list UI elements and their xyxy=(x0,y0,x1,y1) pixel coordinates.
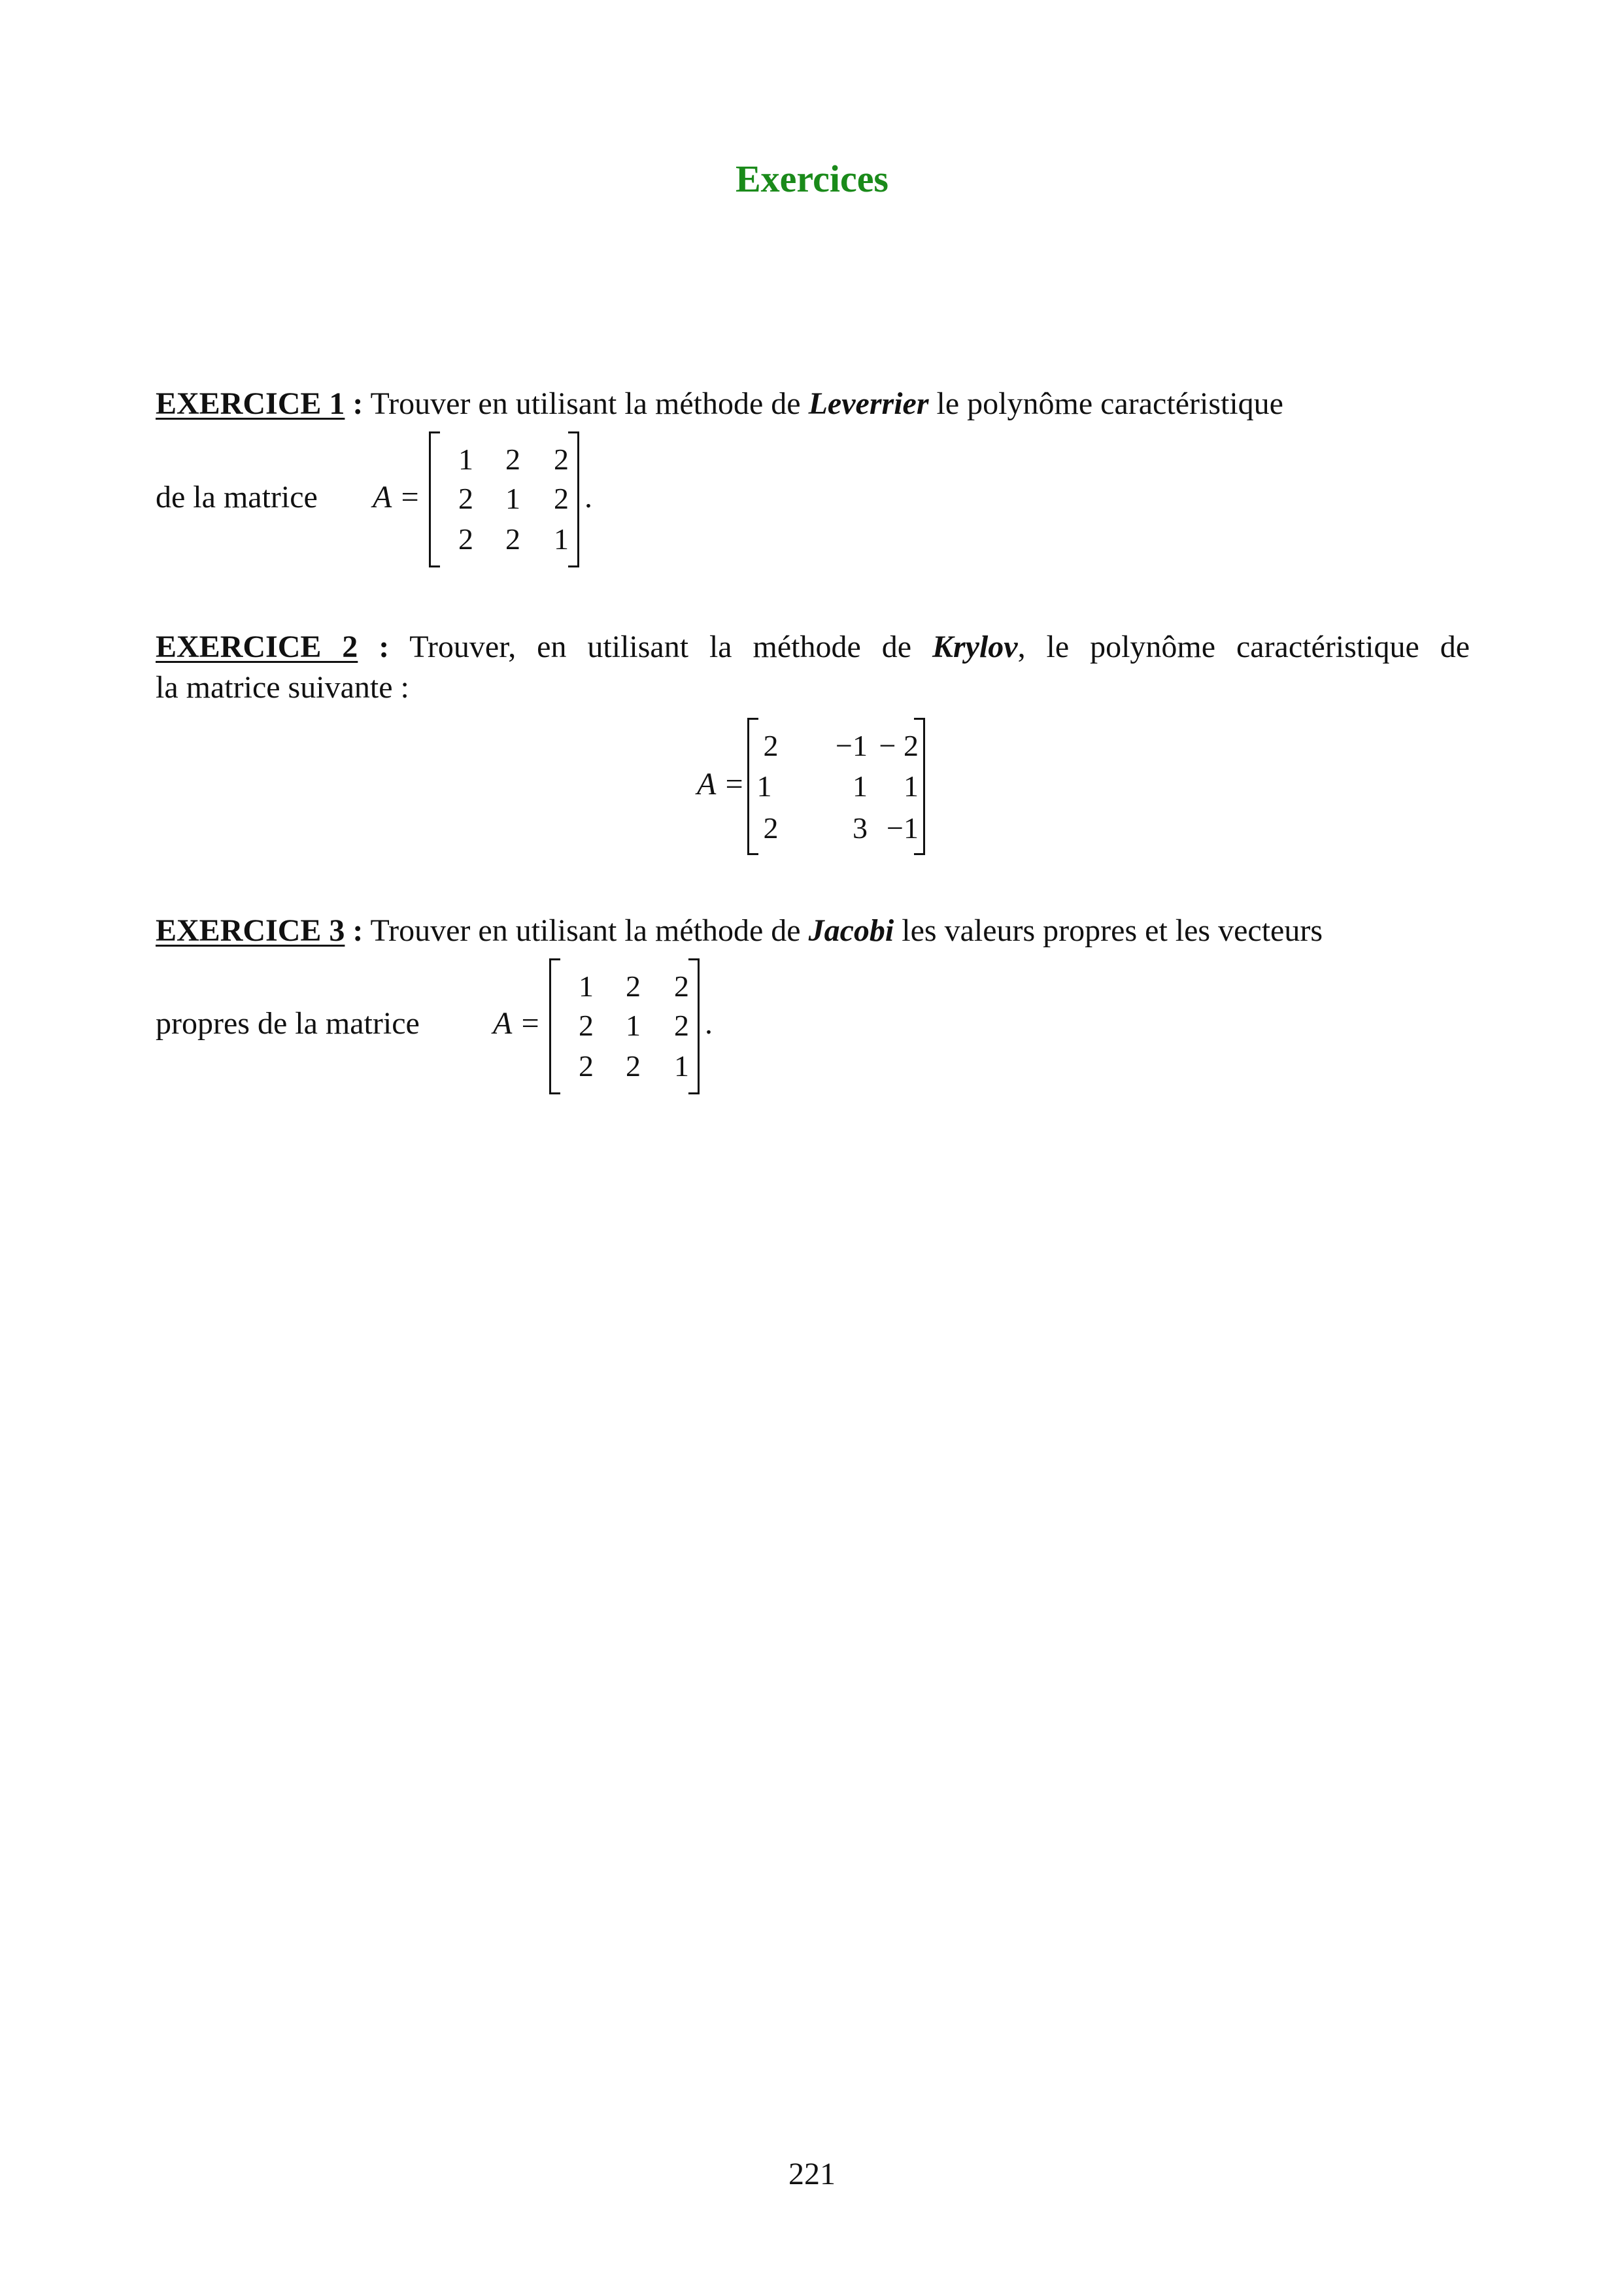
matrix-cell: 2 xyxy=(458,482,473,515)
exercise-3-line2: propres de la matrice xyxy=(156,1006,420,1041)
matrix-cell: 1 xyxy=(505,482,520,515)
matrix-cell: −1 xyxy=(887,811,919,845)
matrix-exercise-1 xyxy=(429,431,579,567)
matrix-cell: −1 xyxy=(836,729,868,762)
matrix-cell: 1 xyxy=(853,769,868,803)
matrix-left-bracket xyxy=(429,431,440,567)
method-name: Jacobi xyxy=(808,913,894,948)
matrix-lhs: A = xyxy=(373,480,420,514)
matrix-end-period: . xyxy=(584,480,592,514)
matrix-lhs: A = xyxy=(493,1006,541,1041)
exercise-1-statement: EXERCICE 1 : Trouver en utilisant la méthode de Leverrier le polynôme caractéristique xyxy=(156,386,1283,421)
exercise-2-label: EXERCICE 2 xyxy=(156,630,358,664)
exercise-2-statement: EXERCICE 2 : Trouver, en utilisant la méthode de Krylov, le polynôme caractéristique de xyxy=(156,630,1470,664)
matrix-lhs: A = xyxy=(697,767,745,801)
page-title: Exercices xyxy=(735,158,889,200)
matrix-cell: 2 xyxy=(579,1049,594,1083)
method-name: Krylov xyxy=(932,630,1018,664)
matrix-cell: 1 xyxy=(626,1009,641,1042)
matrix-cell: 2 xyxy=(579,1009,594,1042)
matrix-exercise-2 xyxy=(747,718,925,855)
page-number: 221 xyxy=(788,2157,836,2191)
matrix-cell: 2 xyxy=(626,1049,641,1083)
matrix-cell: 2 xyxy=(458,522,473,556)
matrix-cell: 3 xyxy=(853,811,868,845)
matrix-cell: 2 xyxy=(554,443,569,476)
exercise-3-statement: EXERCICE 3 : Trouver en utilisant la méthode de Jacobi les valeurs propres et les vecteurs xyxy=(156,913,1323,948)
exercise-1-line2: de la matrice xyxy=(156,480,318,514)
matrix-right-bracket xyxy=(688,958,700,1094)
matrix-cell: 2 xyxy=(505,522,520,556)
matrix-right-bracket xyxy=(568,431,579,567)
matrix-cell: 2 xyxy=(763,811,779,845)
matrix-cell: 2 xyxy=(554,482,569,515)
matrix-cell: 2 xyxy=(626,970,641,1003)
matrix-cell: 1 xyxy=(554,522,569,556)
matrix-cell: 1 xyxy=(904,769,919,803)
matrix-cell: 2 xyxy=(674,970,689,1003)
method-name: Leverrier xyxy=(808,386,929,421)
matrix-cell: 2 xyxy=(763,729,779,762)
matrix-cell: 2 xyxy=(505,443,520,476)
matrix-cell: 2 xyxy=(674,1009,689,1042)
matrix-left-bracket xyxy=(549,958,560,1094)
exercise-2-line2: la matrice suivante : xyxy=(156,670,409,705)
matrix-cell: 1 xyxy=(579,970,594,1003)
exercise-1-label: EXERCICE 1 xyxy=(156,386,345,421)
matrix-cell: 1 xyxy=(458,443,473,476)
matrix-end-period: . xyxy=(705,1006,713,1041)
matrix-cell: 1 xyxy=(674,1049,689,1083)
matrix-cell: − 2 xyxy=(879,729,919,762)
exercise-3-label: EXERCICE 3 xyxy=(156,913,345,948)
matrix-cell: 1 xyxy=(756,769,772,803)
matrix-exercise-3 xyxy=(549,958,700,1094)
